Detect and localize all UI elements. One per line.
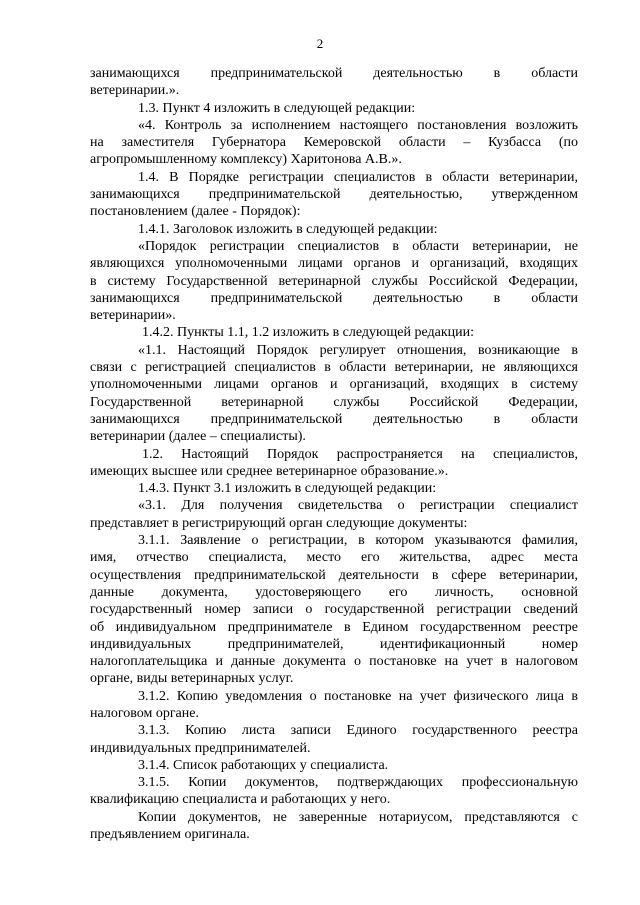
text-line: являющихся уполномоченными лицами органов и организаций, входящих (90, 256, 578, 272)
text-line: 3.1.3. Копию листа записи Единого государственного реестра (138, 723, 578, 739)
text-line: осуществления предпринимательской деятельности в сфере ветеринарии, (90, 567, 578, 583)
text-line: индивидуальных предпринимателей. (90, 740, 311, 756)
text-line: об индивидуальном предпринимателе в Едином государственном реестре (90, 619, 578, 635)
text-line: Копии документов, не заверенные нотариусом, представляются с (138, 809, 578, 825)
text-line: «Порядок регистрации специалистов в области ветеринарии, не (138, 238, 578, 254)
text-line: имя, отчество специалиста, место его жительства, адрес места (90, 550, 578, 566)
text-line: налогоплательщика и данные документа о постановке на учет в налоговом (90, 654, 578, 670)
text-line: Государственной ветеринарной службы Российской Федерации, (90, 394, 578, 410)
text-line: квалификацию специалиста и работающих у него. (90, 792, 391, 808)
text-line: органе, виды ветеринарных услуг. (90, 671, 294, 687)
text-line: 3.1.2. Копию уведомления о постановке на учет физического лица в (138, 688, 578, 704)
text-line: индивидуальных предпринимателей, идентификационный номер (90, 636, 578, 652)
text-line: ветеринарии.». (90, 83, 180, 99)
text-line: 3.1.5. Копии документов, подтверждающих профессиональную (138, 775, 578, 791)
text-line: ветеринарии». (90, 308, 176, 324)
text-line: 1.4.2. Пункты 1.1, 1.2 изложить в следующей редакции: (142, 325, 475, 341)
text-line: 1.4.3. Пункт 3.1 изложить в следующей редакции: (138, 481, 437, 497)
text-line: постановлением (далее - Порядок): (90, 204, 301, 220)
page-number: 2 (316, 36, 324, 51)
text-line: ветеринарии (далее – специалисты). (90, 429, 306, 445)
text-line: в систему Государственной ветеринарной службы Российской Федерации, (90, 273, 578, 289)
text-line: «4. Контроль за исполнением настоящего постановления возложить (138, 117, 578, 133)
text-line: представляет в регистрирующий орган следующие документы: (90, 515, 468, 531)
text-line: «1.1. Настоящий Порядок регулирует отношения, возникающие в (138, 342, 578, 358)
text-line: занимающихся предпринимательской деятельностью в области (90, 290, 578, 306)
text-line: занимающихся предпринимательской деятельностью в области (90, 66, 578, 81)
text-line: «3.1. Для получения свидетельства о регистрации специалист (138, 498, 578, 514)
text-line: занимающихся предпринимательской деятельностью в области (90, 411, 578, 427)
text-line: 1.4.1. Заголовок изложить в следующей редакции: (138, 221, 438, 237)
text-line: занимающихся предпринимательской деятельностью, утвержденном (90, 187, 578, 203)
text-line: 1.3. Пункт 4 изложить в следующей редакции: (138, 100, 416, 116)
text-line: 3.1.1. Заявление о регистрации, в котором указываются фамилия, (138, 533, 578, 549)
text-line: 1.4. В Порядке регистрации специалистов в области ветеринарии, (138, 169, 578, 185)
text-line: на заместителя Губернатора Кемеровской области – Кузбасса (по (90, 135, 578, 151)
text-line: предъявлением оригинала. (90, 827, 250, 843)
text-line: данные документа, удостоверяющего его личность, основной (90, 584, 578, 600)
text-line: 3.1.4. Список работающих у специалиста. (138, 757, 389, 773)
text-line: имеющих высшее или среднее ветеринарное образование.». (90, 463, 449, 479)
text-line: налоговом органе. (90, 705, 199, 721)
text-line: государственный номер записи о государственной регистрации сведений (90, 602, 578, 618)
text-line: связи с регистрацией специалистов в области ветеринарии, не являющихся (90, 360, 578, 376)
document-body (90, 65, 578, 843)
text-line: уполномоченными лицами органов и организаций, входящих в систему (90, 377, 578, 393)
text-line: агропромышленному комплексу) Харитонова А.В.». (90, 152, 402, 168)
text-line: 1.2. Настоящий Порядок распространяется на специалистов, (142, 446, 578, 462)
